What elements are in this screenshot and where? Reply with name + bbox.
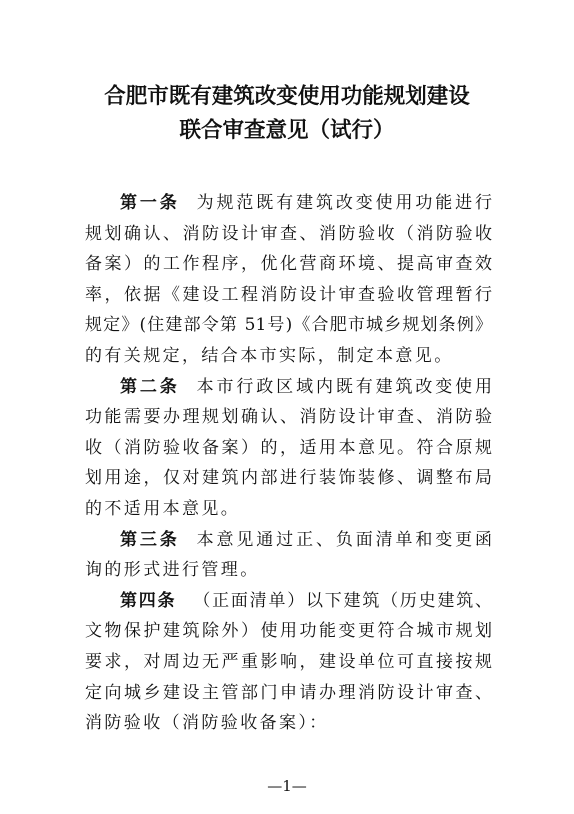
- text-line: 收（消防验收备案）的，适用本意见。符合原规: [85, 437, 492, 458]
- article-first-line: [85, 188, 492, 219]
- document-body: [85, 188, 492, 739]
- article-first-line: [85, 586, 492, 617]
- text-line: 要求，对周边无严重影响，建设单位可直接按规: [85, 651, 492, 672]
- article-2: [85, 372, 492, 525]
- article-first-line: [85, 372, 492, 403]
- text-line: 消防验收（消防验收备案）：: [85, 713, 329, 734]
- article-heading: 第三条: [120, 529, 180, 550]
- text-line: 的有关规定，结合本市实际，制定本意见。: [85, 345, 454, 366]
- text-line: 的不适用本意见。: [85, 498, 241, 519]
- text-line: 功能需要办理规划确认、消防设计审查、消防验: [85, 407, 492, 428]
- text-line: 率，依据《建设工程消防设计审查验收管理暂行: [85, 284, 492, 305]
- article-text: （正面清单）以下建筑（历史建筑、: [193, 590, 492, 611]
- title-line-2: 联合审查意见（试行）: [179, 118, 395, 143]
- article-text: 本市行政区域内既有建筑改变使用: [196, 376, 492, 397]
- article-text: 本意见通过正、负面清单和变更函: [196, 529, 492, 550]
- page-number: —1—: [267, 777, 307, 795]
- article-heading: 第一条: [120, 193, 180, 213]
- article-heading: 第四条: [120, 590, 177, 611]
- article-1: [85, 188, 492, 372]
- text-line: 文物保护建筑除外）使用功能变更符合城市规划: [85, 621, 492, 642]
- title-line-1: 合肥市既有建筑改变使用功能规划建设: [104, 84, 470, 109]
- article-first-line: [85, 525, 492, 556]
- text-line: 询的形式进行管理。: [85, 560, 260, 581]
- text-line: 备案）的工作程序，优化营商环境、提高审查效: [85, 254, 492, 275]
- article-heading: 第二条: [120, 376, 180, 397]
- text-line: 定向城乡建设主管部门申请办理消防设计审查、: [85, 682, 492, 703]
- text-line: 规定》(住建部令第 51号)《合肥市城乡规划条例》: [85, 315, 492, 336]
- text-line: 划用途，仅对建筑内部进行装饰装修、调整布局: [85, 468, 492, 489]
- text-line: 规划确认、消防设计审查、消防验收（消防验收: [85, 223, 492, 244]
- article-text: 为规范既有建筑改变使用功能进行: [196, 193, 492, 213]
- article-4: [85, 586, 492, 739]
- article-3: [85, 525, 492, 586]
